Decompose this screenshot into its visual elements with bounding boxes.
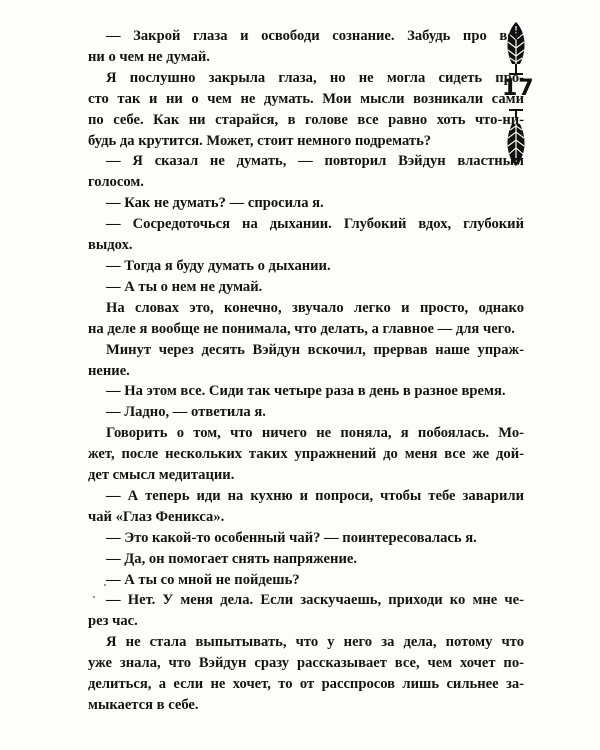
text-line: на деле я вообще не понимала, что делать, а главное — для чего. xyxy=(88,320,515,337)
text-line: сто так и ни о чем не думать. Мои мысли возникали сами xyxy=(88,90,524,107)
text-line: На словах это, конечно, звучало легко и просто, однако xyxy=(106,299,524,316)
text-line: — Закрой глаза и освободи сознание. Забудь про всё, xyxy=(106,28,524,44)
text-line: мыкается в себе. xyxy=(88,697,199,713)
text-line: — А ты о нем не думай. xyxy=(106,278,263,295)
text-line: жет, после нескольких таких упражнений до меня все же дой- xyxy=(88,446,524,463)
text-line: — Сосредоточься на дыхании. Глубокий вдох, глубокий xyxy=(106,216,524,233)
text-line: делиться, а если не хочет, то от расспросов лишь сильнее за- xyxy=(88,676,524,693)
text-line: Говорить о том, что ничего не поняла, я побоялась. Мо- xyxy=(106,425,524,442)
text-line: — Тогда я буду думать о дыхании. xyxy=(106,257,331,274)
text-line: — Да, он помогает снять напряжение. xyxy=(106,550,357,567)
text-line: Минут через десять Вэйдун вскочил, прервав наше упраж- xyxy=(106,341,524,358)
text-line: нение. xyxy=(88,362,130,379)
text-line: Я не стала выпытывать, что у него за дела, потому что xyxy=(106,634,524,651)
text-line: — Нет. У меня дела. Если заскучаешь, приходи ко мне че- xyxy=(106,592,524,609)
text-line: будь да крутится. Может, стоит немного подремать? xyxy=(88,132,432,149)
text-line: — А ты со мной не пойдешь? xyxy=(106,571,300,588)
text-line: ни о чем не думай. xyxy=(88,48,210,65)
text-line: — Как не думать? — спросила я. xyxy=(106,195,324,212)
page-body-text xyxy=(88,26,524,716)
text-line: дет смысл медитации. xyxy=(88,467,235,484)
text-line: уже знала, что Вэйдун сразу рассказывает все, чем хочет по- xyxy=(88,655,524,672)
scan-speck xyxy=(104,584,106,586)
text-line: рез час. xyxy=(88,613,138,630)
text-line: по себе. Как ни старайся, в голове все равно хоть что-ни- xyxy=(88,111,524,128)
text-line: — А теперь иди на кухню и попроси, чтобы тебе заварили xyxy=(106,487,524,504)
text-line: — На этом все. Сиди так четыре раза в день в разное время. xyxy=(106,383,506,400)
text-line: голосом. xyxy=(88,174,144,191)
text-line: чай «Глаз Феникса». xyxy=(88,508,225,525)
text-line: — Это какой-то особенный чай? — поинтересовалась я. xyxy=(106,529,477,546)
page-number: 17 xyxy=(502,76,535,101)
text-line: — Ладно, — ответила я. xyxy=(106,404,266,421)
scan-speck xyxy=(93,596,95,598)
text-line: выдох. xyxy=(88,237,133,254)
text-line: Я послушно закрыла глаза, но не могла сидеть про- xyxy=(106,69,524,86)
text-line: — Я сказал не думать, — повторил Вэйдун властным xyxy=(106,153,524,170)
